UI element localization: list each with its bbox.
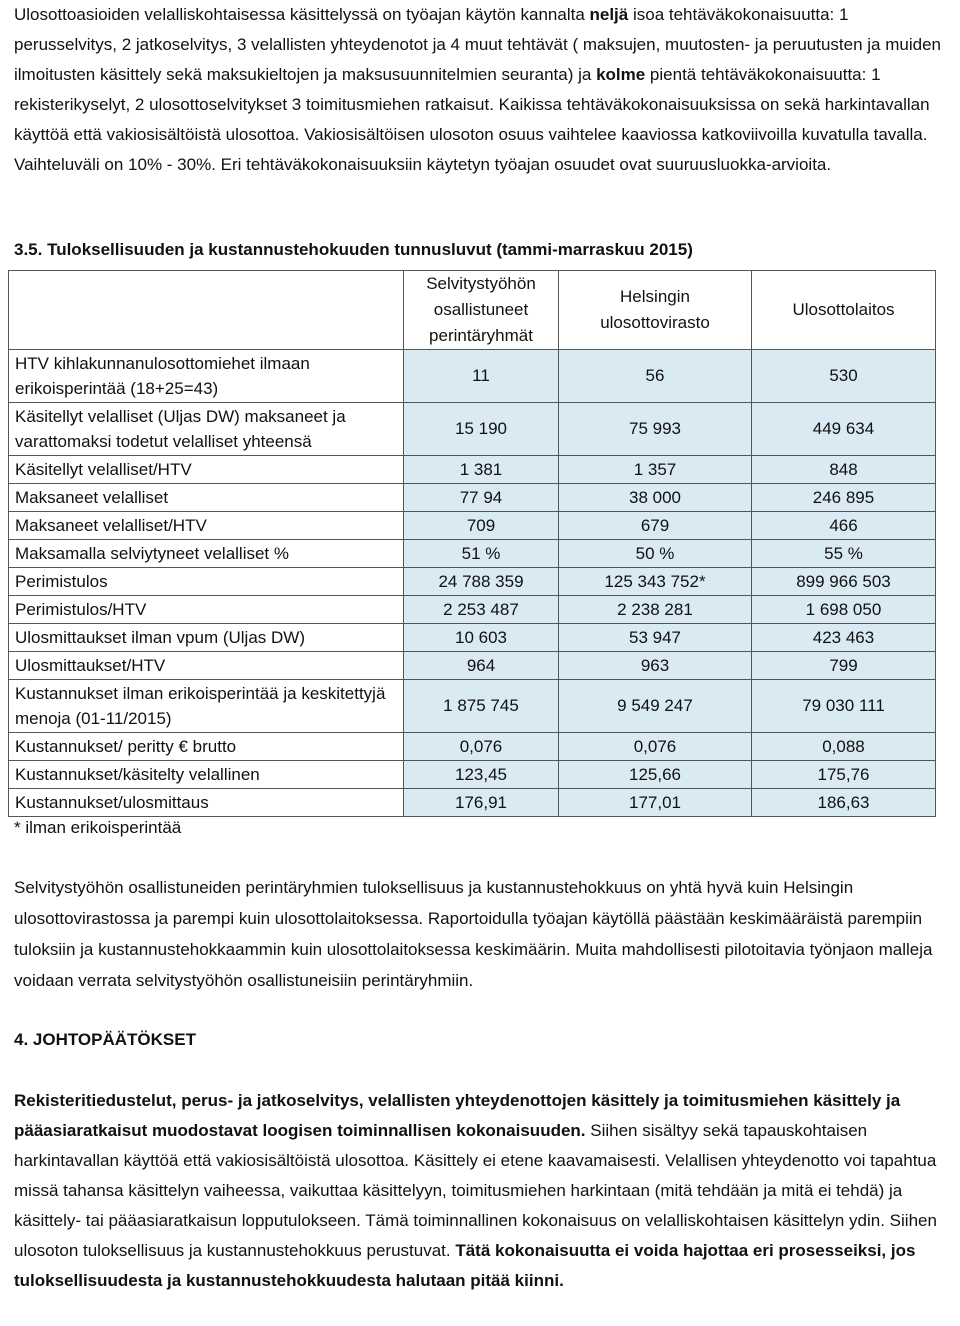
row-value: 466 — [752, 512, 936, 540]
table-header-cell: Helsingin ulosottovirasto — [559, 271, 752, 350]
conclusions-paragraph — [14, 1086, 954, 1296]
section-heading-3-5: 3.5. Tuloksellisuuden ja kustannustehokuuden tunnusluvut (tammi-marraskuu 2015) — [14, 240, 693, 259]
row-value: 50 % — [559, 540, 752, 568]
table-row — [9, 680, 936, 733]
conclusions-text: Siihen sisältyy sekä tapauskohtaisen harkintavallan käyttöä että vakiosisältöistä ulosottoa. Käsittely ei etene kaavamaisesti. Velallisen yhteydenotto voi tapahtua missä tahansa käsittelyn vaiheessa, vaikuttaa käsittelyyn, toimitusmiehen harkintaan (mitä tehdään ja mitä ei tehdä) ja käsittely- tai pääasiaratkaisun lopputulokseen. Tämä toiminnallinen kokonaisuus on velalliskohtaisen käsittelyn ydin. Siihen ulosoton tuloksellisuus ja kustannustehokkuus perustuvat. — [14, 1121, 937, 1260]
table-body — [9, 350, 936, 817]
intro-bold-1: neljä — [589, 5, 629, 24]
row-value: 848 — [752, 456, 936, 484]
conclusions-bold-2: Tätä kokonaisuutta ei voida hajottaa eri prosesseiksi, jos tuloksellisuudesta ja kustannustehokkuudesta halutaan pitää kiinni. — [14, 1241, 916, 1290]
row-value: 2 238 281 — [559, 596, 752, 624]
intro-text-1: Ulosottoasioiden velalliskohtaisessa käsittelyssä on työajan käytön kannalta — [14, 5, 590, 24]
row-value: 186,63 — [752, 789, 936, 817]
intro-text-3: pientä tehtäväkokonaisuutta: 1 rekisterikyselyt, 2 ulosottoselvitykset 3 toimitusmiehen ratkaisut. Kaikissa tehtäväkokonaisuuksissa on sekä harkintavallan käyttöä että vakiosisältöistä ulosottoa. Vakiosisältöisen ulosoton osuus vaihtelee kaaviossa katkoviivoilla kuvatulla tavalla. Vaihteluväli on 10% - 30%. Eri tehtäväkokonaisuuksiin käytetyn työajan osuudet ovat suuruusluokka-arvioita. — [14, 65, 930, 174]
row-label: Ulosmittaukset/HTV — [9, 652, 404, 680]
row-value: 9 549 247 — [559, 680, 752, 733]
row-label: Perimistulos/HTV — [9, 596, 404, 624]
row-value: 1 381 — [404, 456, 559, 484]
row-value: 0,076 — [404, 733, 559, 761]
row-label: Käsitellyt velalliset (Uljas DW) maksaneet ja varattomaksi todetut velalliset yhteensä — [9, 403, 404, 456]
row-label: Kustannukset/ulosmittaus — [9, 789, 404, 817]
row-value: 899 966 503 — [752, 568, 936, 596]
row-value: 55 % — [752, 540, 936, 568]
table-footnote: * ilman erikoisperintää — [14, 818, 182, 837]
row-value: 530 — [752, 350, 936, 403]
section-heading-4: 4. JOHTOPÄÄTÖKSET — [14, 1030, 196, 1049]
table-row — [9, 761, 936, 789]
table-row — [9, 540, 936, 568]
row-value: 176,91 — [404, 789, 559, 817]
row-label: Maksaneet velalliset — [9, 484, 404, 512]
row-label: Käsitellyt velalliset/HTV — [9, 456, 404, 484]
row-value: 75 993 — [559, 403, 752, 456]
row-value: 709 — [404, 512, 559, 540]
row-value: 0,088 — [752, 733, 936, 761]
intro-bold-2: kolme — [596, 65, 646, 84]
table-row — [9, 596, 936, 624]
table-row — [9, 512, 936, 540]
row-label: HTV kihlakunnanulosottomiehet ilmaan erikoisperintää (18+25=43) — [9, 350, 404, 403]
row-value: 799 — [752, 652, 936, 680]
indicator-table — [8, 270, 936, 817]
table-header-cell: Selvitystyöhön osallistuneet perintäryhmät — [404, 271, 559, 350]
row-value: 77 94 — [404, 484, 559, 512]
table-row — [9, 484, 936, 512]
table-row — [9, 350, 936, 403]
intro-paragraph — [14, 0, 954, 180]
row-value: 10 603 — [404, 624, 559, 652]
row-label: Ulosmittaukset ilman vpum (Uljas DW) — [9, 624, 404, 652]
row-value: 125,66 — [559, 761, 752, 789]
row-value: 1 875 745 — [404, 680, 559, 733]
row-value: 175,76 — [752, 761, 936, 789]
row-value: 1 698 050 — [752, 596, 936, 624]
row-value: 53 947 — [559, 624, 752, 652]
row-value: 0,076 — [559, 733, 752, 761]
table-row — [9, 624, 936, 652]
table-row — [9, 733, 936, 761]
row-value: 24 788 359 — [404, 568, 559, 596]
row-value: 51 % — [404, 540, 559, 568]
row-label: Maksamalla selviytyneet velalliset % — [9, 540, 404, 568]
table-row — [9, 789, 936, 817]
row-value: 1 357 — [559, 456, 752, 484]
summary-paragraph: Selvitystyöhön osallistuneiden perintäryhmien tuloksellisuus ja kustannustehokkuus on yhtä hyvä kuin Helsingin ulosottovirastossa ja parempi kuin ulosottolaitoksessa. Raportoidulla työajan käytöllä päästään keskimääräistä parempiin tuloksiin ja kustannustehokkaammin kuin ulosottolaitoksessa keskimäärin. Muita mahdollisesti pilotoitavia työnjaon malleja voidaan verrata selvitystyöhön osallistuneisiin perintäryhmiin. — [14, 878, 933, 990]
row-value: 963 — [559, 652, 752, 680]
row-value: 177,01 — [559, 789, 752, 817]
row-value: 679 — [559, 512, 752, 540]
row-value: 38 000 — [559, 484, 752, 512]
row-value: 964 — [404, 652, 559, 680]
row-value: 11 — [404, 350, 559, 403]
row-value: 449 634 — [752, 403, 936, 456]
table-row — [9, 403, 936, 456]
table-row — [9, 568, 936, 596]
row-value: 123,45 — [404, 761, 559, 789]
table-header-row — [9, 271, 936, 350]
row-value: 79 030 111 — [752, 680, 936, 733]
row-value: 125 343 752* — [559, 568, 752, 596]
row-value: 246 895 — [752, 484, 936, 512]
table-header-blank — [9, 271, 404, 350]
row-value: 423 463 — [752, 624, 936, 652]
row-label: Kustannukset/ peritty € brutto — [9, 733, 404, 761]
table-header-cell: Ulosottolaitos — [752, 271, 936, 350]
row-value: 2 253 487 — [404, 596, 559, 624]
row-value: 15 190 — [404, 403, 559, 456]
conclusions-bold-1: Rekisteritiedustelut, perus- ja jatkoselvitys, velallisten yhteydenottojen käsittely ja toimitusmiehen käsittely ja pääasiaratkaisut muodostavat loogisen toiminnallisen kokonaisuuden. — [14, 1091, 901, 1140]
row-label: Maksaneet velalliset/HTV — [9, 512, 404, 540]
intro-text-2: isoa tehtäväkokonaisuutta: 1 perusselvitys, 2 jatkoselvitys, 3 velallisten yhteydenotot ja 4 muut tehtävät ( maksujen, muutosten- ja peruutusten ja muiden ilmoitusten käsittely sekä maksukieltojen ja maksusuunnitelmien seuranta) ja — [14, 5, 941, 84]
row-label: Perimistulos — [9, 568, 404, 596]
table-row — [9, 652, 936, 680]
row-label: Kustannukset ilman erikoisperintää ja keskitettyjä menoja (01-11/2015) — [9, 680, 404, 733]
table-row — [9, 456, 936, 484]
row-label: Kustannukset/käsitelty velallinen — [9, 761, 404, 789]
row-value: 56 — [559, 350, 752, 403]
